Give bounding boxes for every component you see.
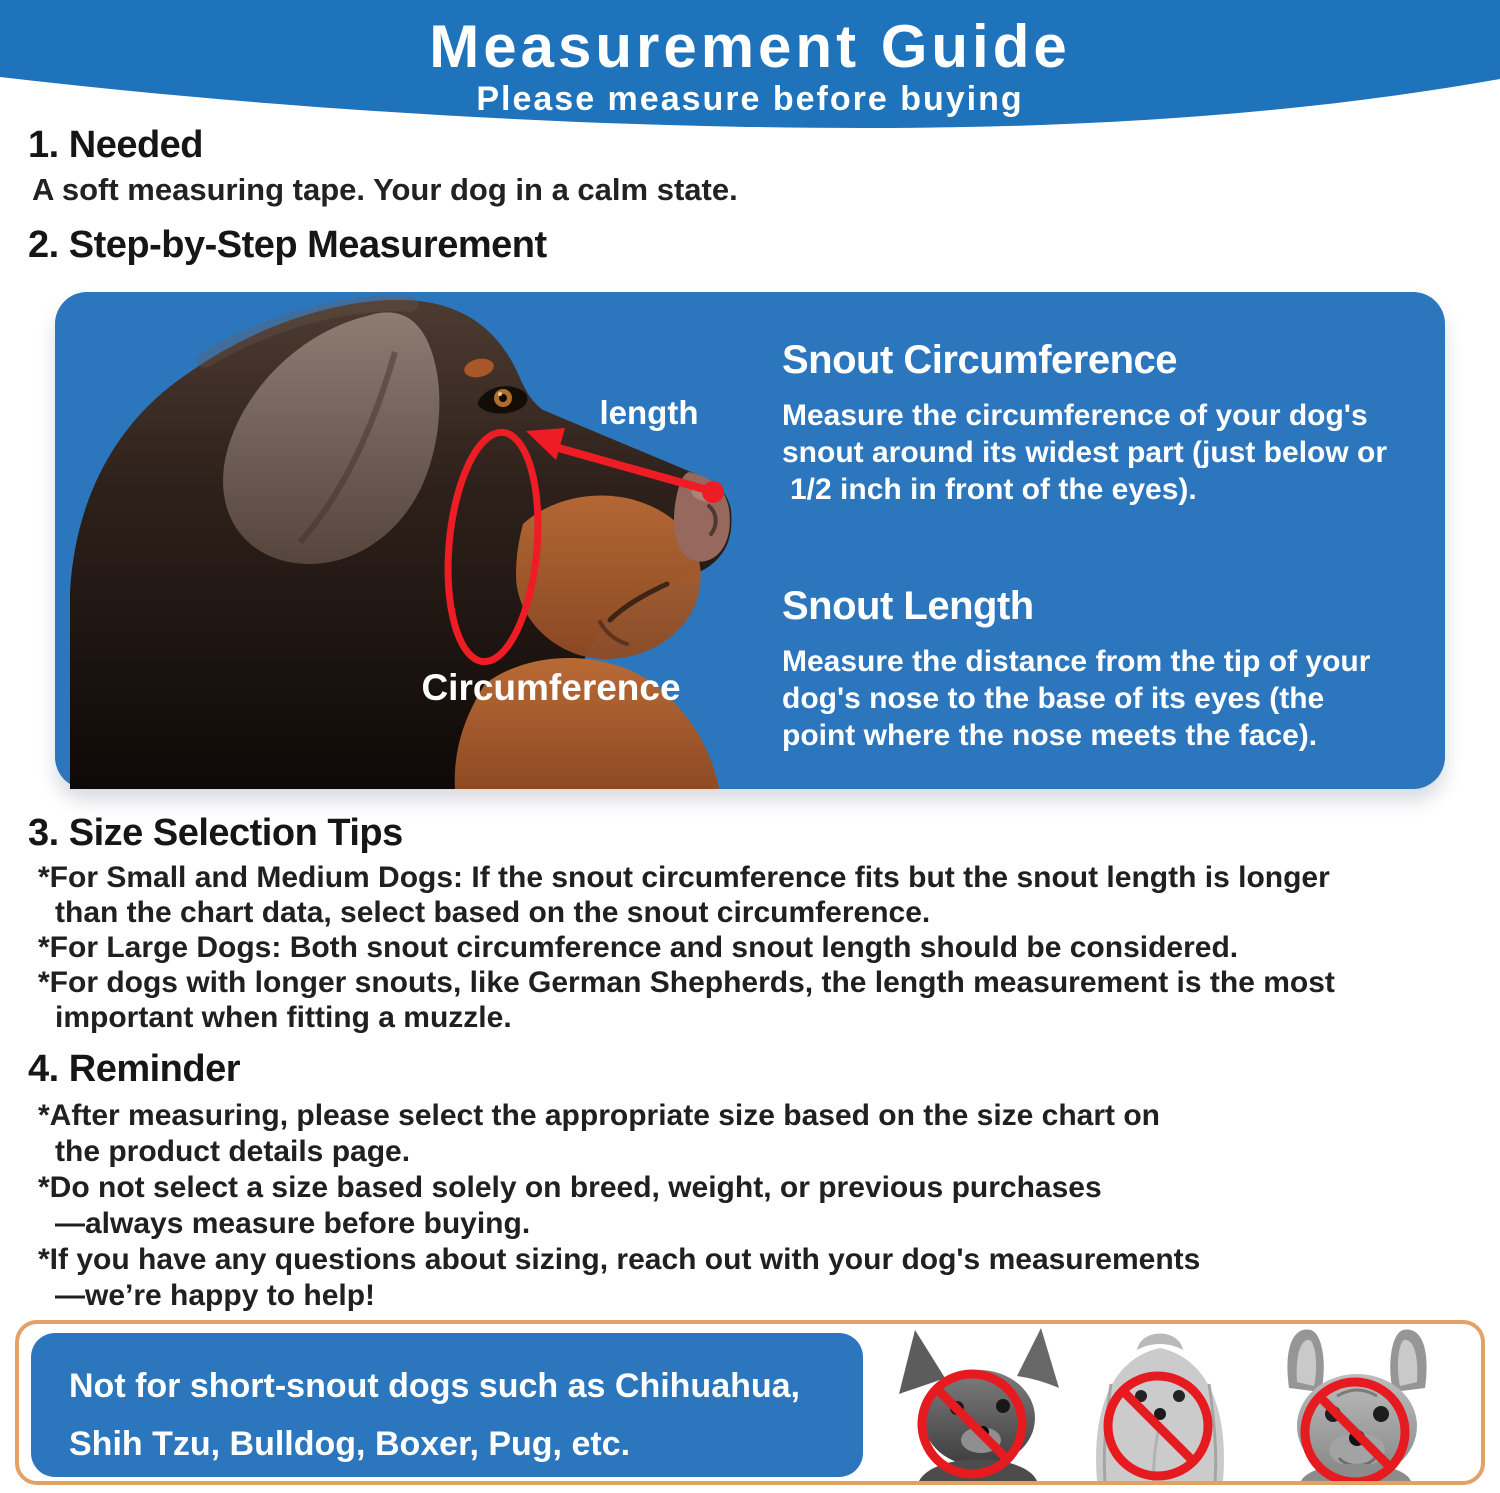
tips-line: important when fitting a muzzle.	[55, 1001, 512, 1034]
warning-box	[31, 1333, 863, 1477]
french-bulldog-figure	[1287, 1329, 1426, 1481]
reminder-line: *If you have any questions about sizing, reach out with your dog's measurements	[38, 1243, 1201, 1276]
snout-circumference-line: 1/2 inch in front of the eyes).	[790, 473, 1197, 506]
snout-length-text	[782, 643, 1427, 754]
excluded-breeds-photos	[869, 1324, 1481, 1481]
reminder-line: —always measure before buying.	[55, 1207, 531, 1240]
shih-tzu-figure	[1096, 1334, 1224, 1482]
dog-eye-glint	[498, 392, 502, 396]
doberman-photo	[55, 292, 815, 789]
tips-line: *For dogs with longer snouts, like German Shepherds, the length measurement is the most	[38, 966, 1335, 999]
page-subtitle: Please measure before buying	[476, 80, 1024, 118]
chihuahua-figure	[899, 1328, 1059, 1481]
reminder-list	[38, 1098, 1200, 1314]
measurement-panel	[55, 292, 1445, 789]
snout-circumference-line: Measure the circumference of your dog's	[782, 399, 1368, 432]
snout-circumference-line: snout around its widest part (just below or	[782, 436, 1388, 469]
shih-tzu-topknot	[1137, 1334, 1183, 1351]
tips-line: *For Large Dogs: Both snout circumference and snout length should be considered.	[38, 931, 1239, 964]
snout-length-line: Measure the distance from the tip of your	[782, 645, 1371, 678]
tips-line: *For Small and Medium Dogs: If the snout circumference fits but the snout length is longer	[38, 861, 1330, 894]
warning-line: Shih Tzu, Bulldog, Boxer, Pug, etc.	[69, 1425, 631, 1463]
page-title: Measurement Guide	[429, 13, 1071, 80]
reminder-line: *After measuring, please select the appropriate size based on the size chart on	[38, 1099, 1161, 1132]
snout-circumference-heading: Snout Circumference	[782, 338, 1178, 382]
section-needed-heading: 1. Needed	[28, 124, 204, 166]
chihuahua-eye	[996, 1399, 1010, 1413]
bulldog-eye	[1373, 1406, 1389, 1422]
snout-length-line: dog's nose to the base of its eyes (the	[782, 682, 1325, 715]
chihuahua-right-ear	[1017, 1328, 1059, 1388]
bottom-note	[15, 1320, 1485, 1485]
shih-tzu-eye	[1173, 1390, 1185, 1402]
instructions-column	[782, 338, 1427, 754]
length-label: length	[599, 394, 699, 431]
length-arrow-dot	[702, 481, 724, 503]
warning-line: Not for short-snout dogs such as Chihuahua,	[69, 1367, 800, 1405]
section-tips-heading: 3. Size Selection Tips	[28, 812, 403, 854]
snout-length-heading: Snout Length	[782, 584, 1034, 628]
reminder-line: the product details page.	[55, 1135, 411, 1168]
reminder-line: —we’re happy to help!	[55, 1279, 376, 1312]
circumference-label: Circumference	[421, 667, 681, 708]
needed-body-text: A soft measuring tape. Your dog in a calm state.	[32, 172, 738, 207]
snout-length-line: point where the nose meets the face).	[782, 719, 1318, 752]
section-steps-heading: 2. Step-by-Step Measurement	[28, 224, 547, 266]
tips-line: than the chart data, select based on the snout circumference.	[55, 896, 931, 929]
tips-list	[38, 860, 1335, 1035]
reminder-line: *Do not select a size based solely on breed, weight, or previous purchases	[38, 1171, 1102, 1204]
header-banner	[0, 0, 1500, 140]
section-reminder-heading: 4. Reminder	[28, 1048, 241, 1090]
snout-circumference-text	[782, 397, 1427, 508]
